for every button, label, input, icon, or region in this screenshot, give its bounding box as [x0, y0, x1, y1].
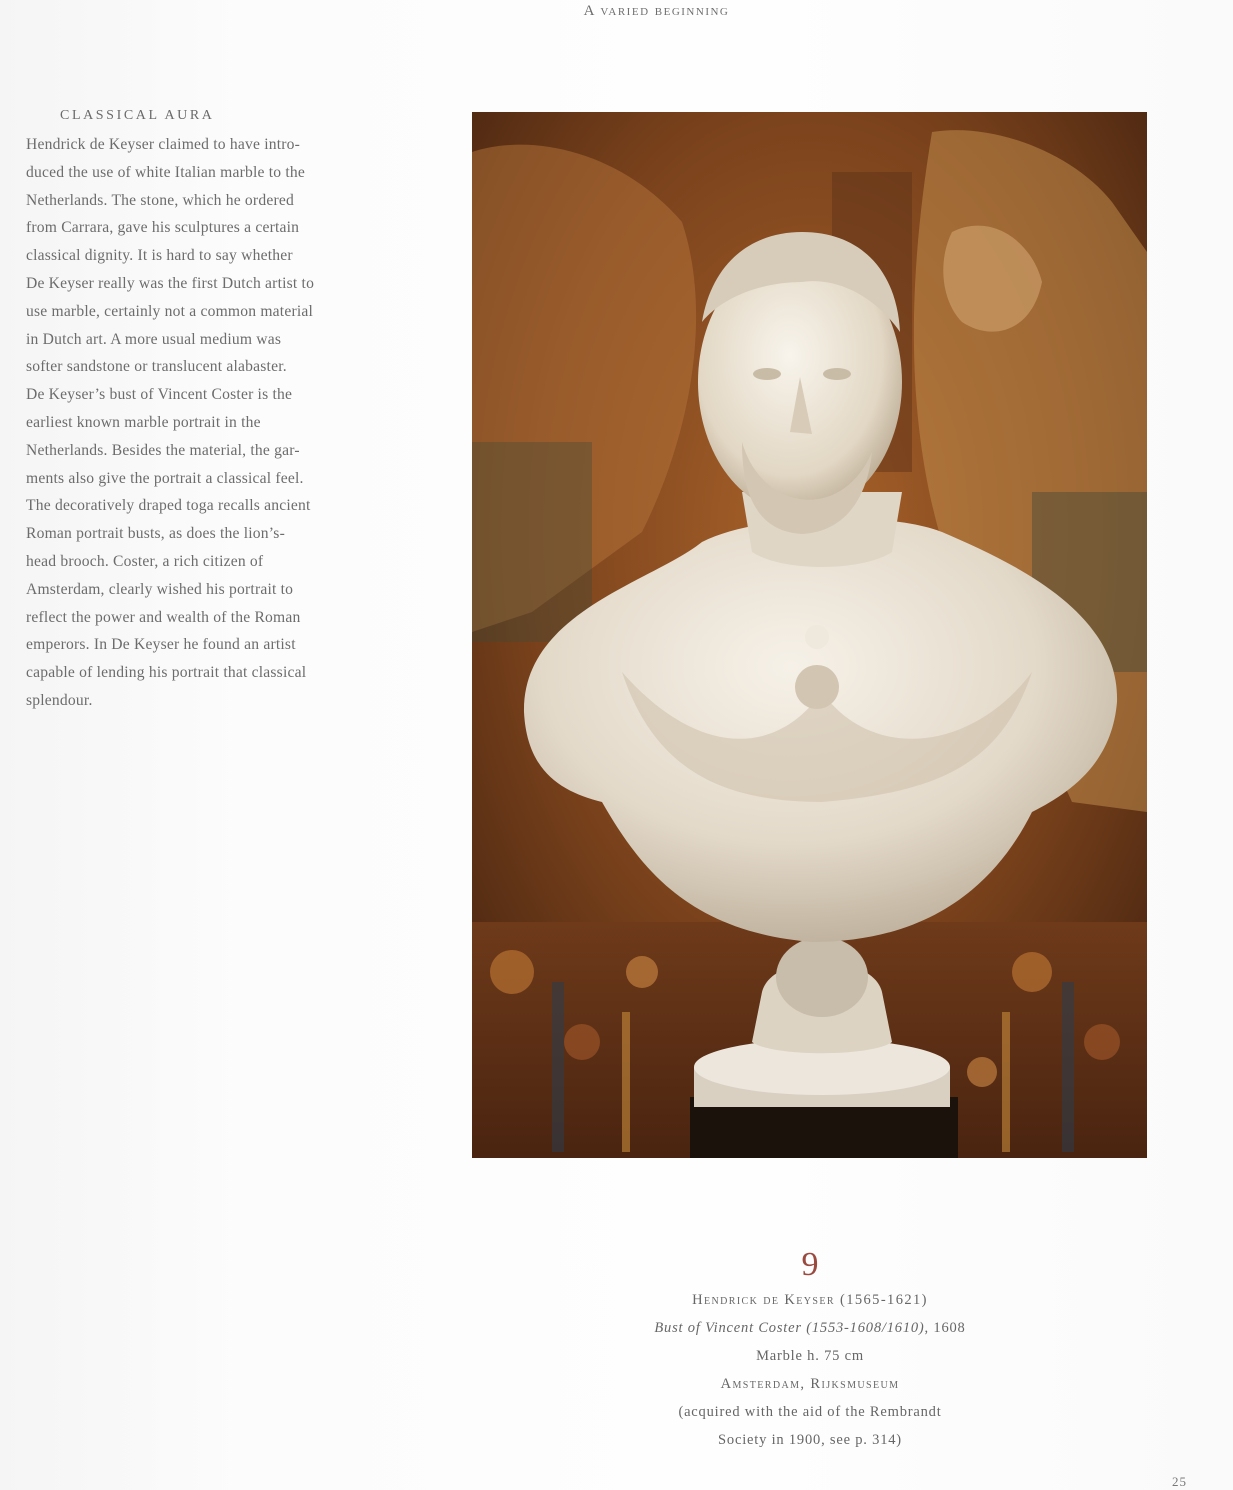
sidebar-text-line: splendour.	[26, 691, 93, 709]
sidebar-text-line: classical dignity. It is hard to say whether	[26, 247, 293, 265]
sidebar-text-line: capable of lending his portrait that classical	[26, 664, 307, 682]
caption-medium: Marble h. 75 cm	[756, 1348, 864, 1364]
sidebar-heading: CLASSICAL AURA	[60, 108, 215, 123]
caption-artist: Hendrick de Keyser (1565-1621)	[692, 1292, 928, 1308]
caption-title-line	[600, 1314, 1020, 1342]
sidebar-text-line: Roman portrait busts, as does the lion’s-	[26, 525, 285, 543]
sidebar-text-line: Hendrick de Keyser claimed to have intro-	[26, 136, 301, 153]
sidebar-text-line: in Dutch art. A more usual medium was	[26, 330, 282, 348]
caption-title: Bust of Vincent Coster (1553-1608/1610)	[654, 1320, 925, 1336]
sidebar-text-line: Netherlands. The stone, which he ordered	[26, 191, 294, 209]
sidebar-text-line: emperors. In De Keyser he found an artist	[26, 636, 296, 654]
sidebar-body-text	[26, 131, 394, 715]
sidebar-text-line: head brooch. Coster, a rich citizen of	[26, 552, 264, 570]
sidebar-text-line: ments also give the portrait a classical feel.	[26, 469, 304, 487]
page-number: 25	[1172, 1474, 1187, 1489]
sidebar-text-line: use marble, certainly not a common material	[26, 302, 314, 320]
sidebar-text-line: Amsterdam, clearly wished his portrait to	[26, 580, 294, 598]
sidebar-text-line: duced the use of white Italian marble to the	[26, 163, 305, 181]
sidebar-text-line: softer sandstone or translucent alabaster.	[26, 358, 287, 376]
sidebar-text-line: from Carrara, gave his sculptures a certain	[26, 219, 300, 237]
plate-number: 9	[801, 1246, 819, 1283]
caption-provenance-2: Society in 1900, see p. 314)	[718, 1432, 902, 1448]
caption-location: Amsterdam, Rijksmuseum	[720, 1376, 900, 1392]
sidebar-text-line: earliest known marble portrait in the	[26, 413, 261, 431]
running-head: A varied beginning	[583, 3, 730, 19]
caption-provenance-1: (acquired with the aid of the Rembrandt	[678, 1404, 942, 1420]
sidebar-text-line: reflect the power and wealth of the Roman	[26, 608, 301, 626]
caption-date: , 1608	[924, 1320, 966, 1336]
sidebar-text-line: Netherlands. Besides the material, the gar-	[26, 441, 300, 459]
sidebar-text-line: The decoratively draped toga recalls ancient	[26, 497, 311, 515]
figure-caption	[600, 1246, 1020, 1454]
sidebar-text-line: De Keyser’s bust of Vincent Coster is the	[26, 386, 293, 404]
sidebar-text-line: De Keyser really was the first Dutch artist to	[26, 274, 315, 292]
marble-bust-photograph	[472, 112, 1147, 1158]
